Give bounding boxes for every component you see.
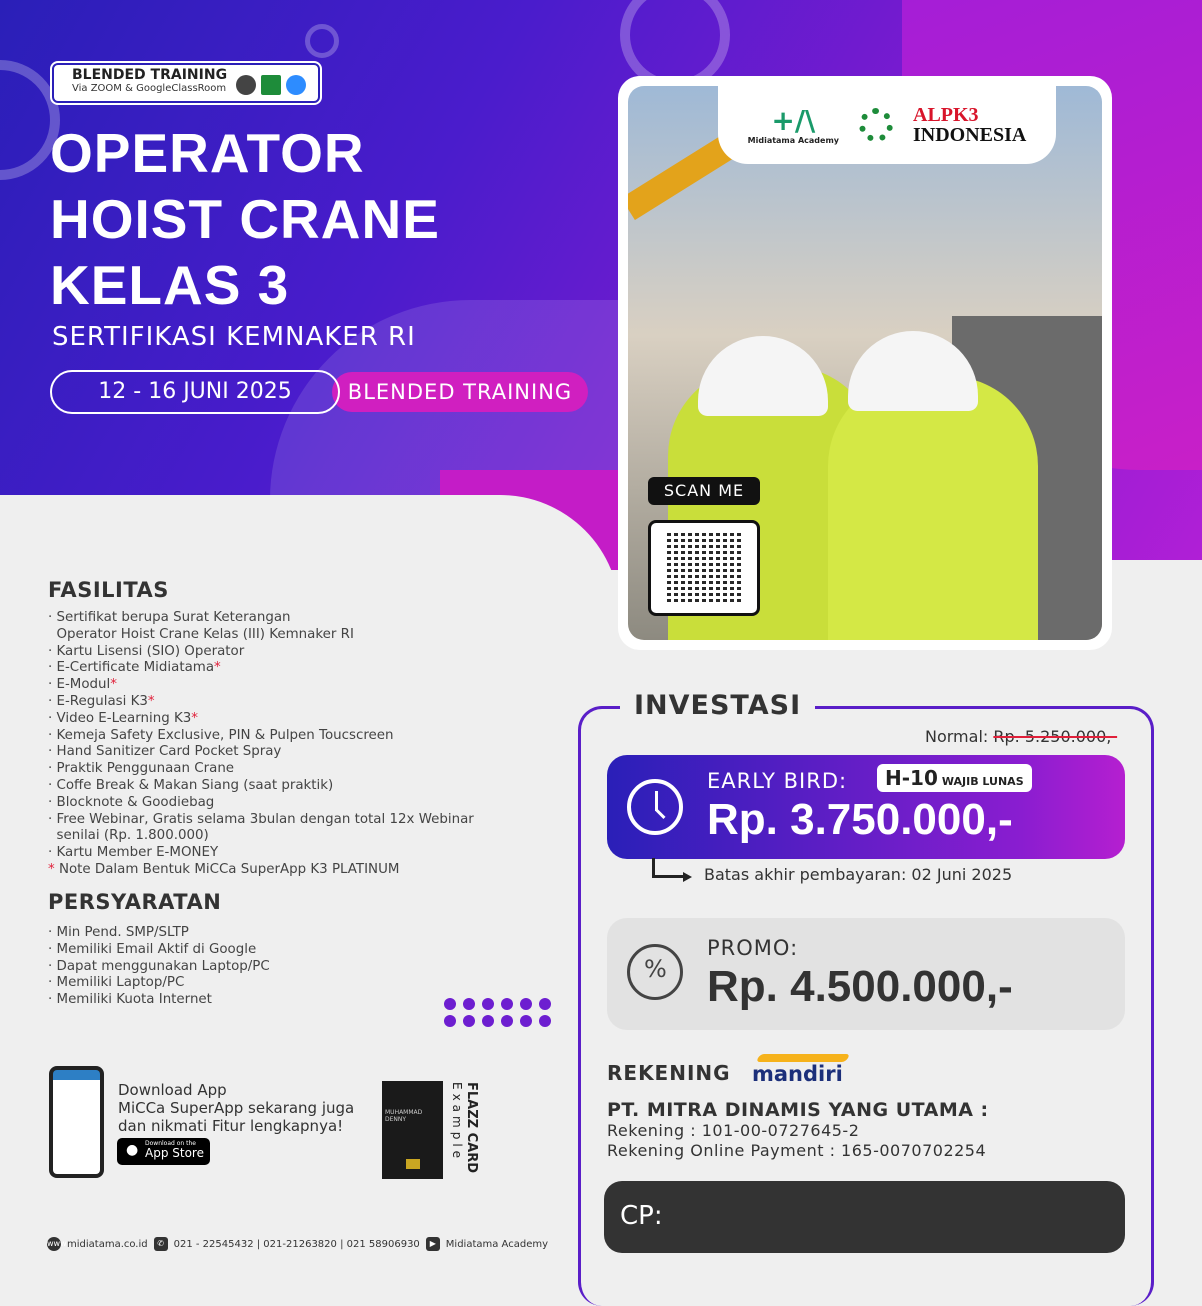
youtube-icon: ▶ (426, 1237, 440, 1251)
flazz-card-image: MUHAMMAD DENNY (382, 1081, 443, 1179)
fasilitas-item: · Blocknote & Goodiebag (48, 795, 474, 812)
footer (47, 1237, 548, 1251)
fasilitas-item: · E-Certificate Midiatama* (48, 660, 474, 677)
mode-pill: BLENDED TRAINING (332, 372, 588, 412)
store-small: Download on the (145, 1140, 196, 1147)
qr-code[interactable] (648, 520, 760, 616)
decor-dots (444, 998, 551, 1027)
fasilitas-list (48, 610, 474, 879)
blended-training-badge (52, 63, 320, 103)
fasilitas-item: · Hand Sanitizer Card Pocket Spray (48, 744, 474, 761)
discount-tag-icon (627, 944, 683, 1000)
persyaratan-item: · Min Pend. SMP/SLTP (48, 925, 270, 942)
flazz-title: FLAZZ CARD (464, 1082, 479, 1174)
partner-logos (718, 86, 1056, 164)
normal-price: Normal: Rp. 5.250.000,- (925, 727, 1118, 746)
promo-box (607, 918, 1125, 1030)
gear-icon (859, 108, 893, 142)
early-bird-price: Rp. 3.750.000,- (707, 795, 1013, 844)
youtube-link[interactable]: Midiatama Academy (445, 1238, 549, 1250)
title-line: KELAS 3 (50, 254, 290, 316)
webcam-icon (236, 75, 256, 95)
fasilitas-item: · Kartu Member E-MONEY (48, 845, 474, 862)
persyaratan-item: · Memiliki Kuota Internet (48, 992, 270, 1009)
fasilitas-item: Operator Hoist Crane Kelas (III) Kemnaker RI (56, 626, 354, 642)
website-link[interactable]: midiatama.co.id (67, 1238, 148, 1250)
investasi-heading: INVESTASI (620, 690, 815, 721)
fasilitas-note: * Note Dalam Bentuk MiCCa SuperApp K3 PLATINUM (48, 861, 400, 877)
online-account-number: Rekening Online Payment : 165-0070702254 (607, 1141, 987, 1160)
decor-ring (305, 24, 339, 58)
persyaratan-item: · Memiliki Laptop/PC (48, 975, 270, 992)
fasilitas-item: · Free Webinar, Gratis selama 3bulan dengan total 12x Webinar (48, 812, 474, 829)
download-app-text: Download App MiCCa SuperApp sekarang juga dan nikmati Fitur lengkapnya! (118, 1081, 355, 1135)
course-title (50, 120, 440, 318)
fasilitas-item: · Praktik Penggunaan Crane (48, 761, 474, 778)
persyaratan-item: · Dapat menggunakan Laptop/PC (48, 959, 270, 976)
h10-badge: H-10 WAJIB LUNAS (877, 764, 1032, 792)
badge-title: BLENDED TRAINING (72, 67, 228, 83)
fasilitas-item: · E-Regulasi K3* (48, 694, 474, 711)
store-big: App Store (145, 1146, 204, 1160)
phone-numbers: 021 - 22545432 | 021-21263820 | 021 58906930 (173, 1238, 420, 1250)
fasilitas-item: · Video E-Learning K3* (48, 711, 474, 728)
mandiri-logo: mandiri (752, 1062, 843, 1086)
fasilitas-heading: FASILITAS (48, 578, 169, 602)
fasilitas-item: · Coffe Break & Makan Siang (saat praktik) (48, 778, 474, 795)
persyaratan-item: · Memiliki Email Aktif di Google (48, 942, 270, 959)
google-classroom-icon (261, 75, 281, 95)
account-number: Rekening : 101-00-0727645-2 (607, 1121, 860, 1140)
phone-mockup (49, 1066, 104, 1178)
title-line: OPERATOR (50, 122, 365, 184)
arrow-icon (652, 858, 688, 878)
fasilitas-item: · Sertifikat berupa Surat Keterangan (48, 610, 474, 627)
contact-person-bar: CP: (604, 1181, 1125, 1253)
clock-icon (627, 779, 683, 835)
date-pill: 12 - 16 JUNI 2025 (50, 370, 340, 414)
title-line: HOIST CRANE (50, 188, 440, 250)
badge-subtitle: Via ZOOM & GoogleClassRoom (72, 83, 227, 94)
phone-icon: ✆ (154, 1237, 168, 1251)
promo-price: Rp. 4.500.000,- (707, 962, 1013, 1011)
course-subtitle: SERTIFIKASI KEMNAKER RI (52, 322, 416, 352)
app-store-button[interactable] (117, 1138, 210, 1165)
midiatama-logo: +/\ Midiatama Academy (747, 103, 839, 145)
alpk3-logo: ALPK3 INDONESIA (913, 104, 1027, 146)
payment-deadline: Batas akhir pembayaran: 02 Juni 2025 (704, 865, 1013, 884)
fasilitas-item: · E-Modul* (48, 677, 474, 694)
scan-me-label: SCAN ME (648, 477, 760, 505)
fasilitas-item: senilai (Rp. 1.800.000) (56, 828, 209, 844)
fasilitas-item: · Kemeja Safety Exclusive, PIN & Pulpen Toucscreen (48, 728, 474, 745)
early-bird-label: EARLY BIRD: (707, 769, 848, 793)
persyaratan-heading: PERSYARATAN (48, 890, 222, 914)
early-bird-box (607, 755, 1125, 859)
rekening-label: REKENING (607, 1061, 731, 1085)
persyaratan-list (48, 925, 270, 1009)
apple-icon: ● (126, 1142, 139, 1158)
globe-icon: www (47, 1237, 61, 1251)
promo-label: PROMO: (707, 936, 799, 960)
fasilitas-item: · Kartu Lisensi (SIO) Operator (48, 644, 474, 661)
zoom-icon (286, 75, 306, 95)
company-name: PT. MITRA DINAMIS YANG UTAMA : (607, 1099, 989, 1121)
flazz-example: Example (450, 1082, 464, 1163)
